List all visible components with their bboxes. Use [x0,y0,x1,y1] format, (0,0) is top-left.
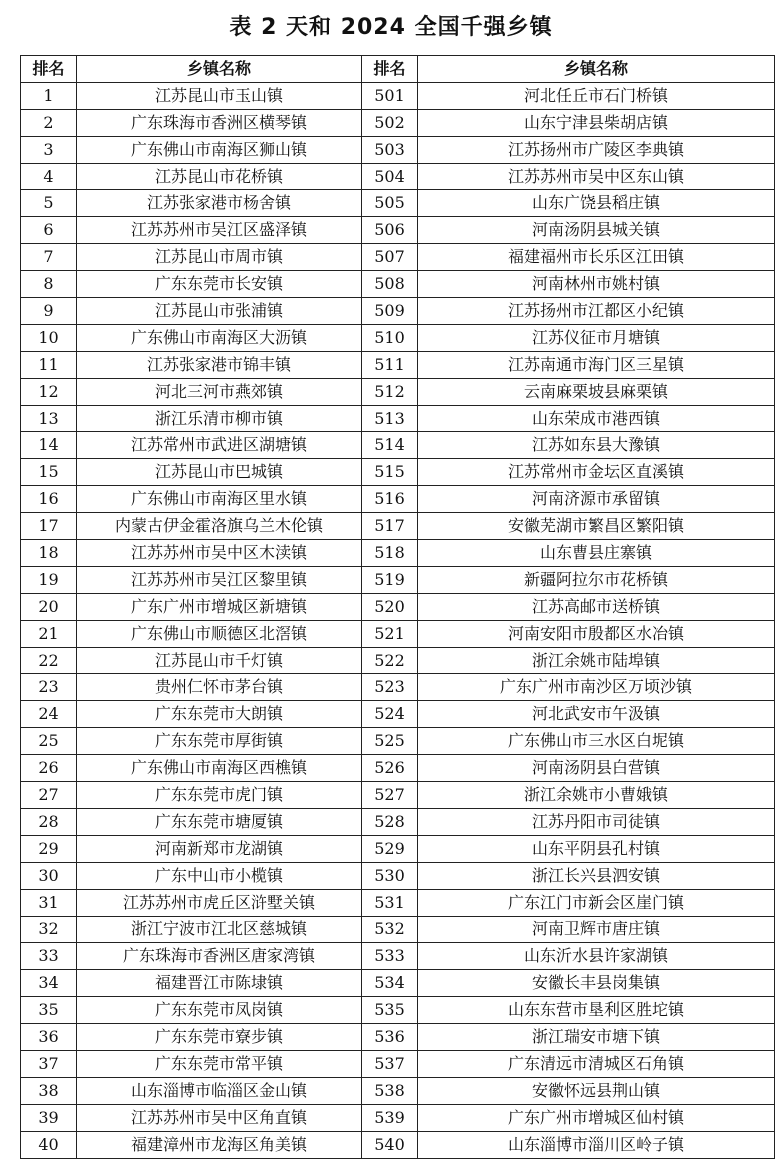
town-name-cell-right: 广东佛山市三水区白坭镇 [418,728,775,755]
town-name-cell-left: 福建漳州市龙海区角美镇 [77,1131,362,1158]
town-name-cell-left: 浙江乐清市柳市镇 [77,405,362,432]
town-name-cell-left: 江苏苏州市吴江区盛泽镇 [77,217,362,244]
rank-cell-right: 537 [362,1050,418,1077]
rank-cell-left: 29 [21,835,77,862]
rank-cell-left: 25 [21,728,77,755]
rank-cell-right: 516 [362,486,418,513]
rank-cell-left: 33 [21,943,77,970]
table-row [21,701,775,728]
rank-cell-left: 19 [21,566,77,593]
table-row [21,997,775,1024]
rank-cell-right: 504 [362,163,418,190]
rank-cell-left: 1 [21,82,77,109]
town-name-cell-left: 浙江宁波市江北区慈城镇 [77,916,362,943]
rank-cell-right: 540 [362,1131,418,1158]
town-name-cell-right: 河北武安市午汲镇 [418,701,775,728]
town-name-cell-left: 广东东莞市寮步镇 [77,1024,362,1051]
town-name-cell-right: 新疆阿拉尔市花桥镇 [418,566,775,593]
town-name-cell-left: 江苏苏州市虎丘区浒墅关镇 [77,889,362,916]
rank-cell-right: 515 [362,459,418,486]
table-row [21,298,775,325]
rank-cell-right: 502 [362,109,418,136]
town-name-cell-right: 福建福州市长乐区江田镇 [418,244,775,271]
rank-cell-right: 536 [362,1024,418,1051]
town-name-cell-right: 江苏仪征市月塘镇 [418,324,775,351]
table-row [21,271,775,298]
town-name-cell-left: 江苏张家港市杨舍镇 [77,190,362,217]
rank-cell-right: 518 [362,540,418,567]
town-name-cell-right: 广东江门市新会区崖门镇 [418,889,775,916]
town-name-cell-left: 广东广州市增城区新塘镇 [77,593,362,620]
header-name-right: 乡镇名称 [418,56,775,83]
town-name-cell-left: 贵州仁怀市茅台镇 [77,674,362,701]
rank-cell-right: 505 [362,190,418,217]
rank-cell-right: 533 [362,943,418,970]
town-name-cell-right: 河南安阳市殷都区水冶镇 [418,620,775,647]
rank-cell-left: 30 [21,862,77,889]
table-row [21,593,775,620]
rank-cell-right: 530 [362,862,418,889]
table-row [21,647,775,674]
rank-cell-left: 14 [21,432,77,459]
town-name-cell-right: 云南麻栗坡县麻栗镇 [418,378,775,405]
table-row [21,1024,775,1051]
town-name-cell-left: 江苏昆山市玉山镇 [77,82,362,109]
rank-cell-left: 13 [21,405,77,432]
town-name-cell-right: 浙江长兴县泗安镇 [418,862,775,889]
town-name-cell-left: 江苏苏州市吴中区角直镇 [77,1104,362,1131]
table-row [21,217,775,244]
town-name-cell-right: 山东曹县庄寨镇 [418,540,775,567]
table-row [21,1050,775,1077]
table-row [21,782,775,809]
rank-cell-right: 520 [362,593,418,620]
rank-cell-left: 8 [21,271,77,298]
rank-cell-right: 506 [362,217,418,244]
town-name-cell-left: 广东东莞市大朗镇 [77,701,362,728]
town-name-cell-right: 广东清远市清城区石角镇 [418,1050,775,1077]
town-name-cell-right: 山东东营市垦利区胜坨镇 [418,997,775,1024]
table-row [21,405,775,432]
table-row [21,378,775,405]
table-row [21,324,775,351]
header-rank-right: 排名 [362,56,418,83]
rank-cell-right: 519 [362,566,418,593]
rank-cell-left: 40 [21,1131,77,1158]
town-name-cell-right: 安徽芜湖市繁昌区繁阳镇 [418,513,775,540]
rank-cell-right: 538 [362,1077,418,1104]
rank-cell-left: 27 [21,782,77,809]
rank-cell-right: 509 [362,298,418,325]
rank-cell-right: 527 [362,782,418,809]
table-row [21,755,775,782]
table-row [21,1077,775,1104]
town-name-cell-right: 江苏如东县大豫镇 [418,432,775,459]
rank-cell-left: 9 [21,298,77,325]
table-row [21,620,775,647]
rank-cell-left: 11 [21,351,77,378]
rank-cell-left: 2 [21,109,77,136]
town-name-cell-left: 广东佛山市南海区狮山镇 [77,136,362,163]
town-name-cell-right: 浙江瑞安市塘下镇 [418,1024,775,1051]
table-body [21,82,775,1158]
town-name-cell-left: 内蒙古伊金霍洛旗乌兰木伦镇 [77,513,362,540]
rank-cell-right: 526 [362,755,418,782]
town-name-cell-left: 广东东莞市凤岗镇 [77,997,362,1024]
rank-cell-right: 508 [362,271,418,298]
town-name-cell-right: 江苏扬州市广陵区李典镇 [418,136,775,163]
rank-cell-right: 532 [362,916,418,943]
town-name-cell-right: 山东淄博市淄川区岭子镇 [418,1131,775,1158]
table-row [21,808,775,835]
table-row [21,486,775,513]
rank-cell-left: 36 [21,1024,77,1051]
town-name-cell-right: 河南卫辉市唐庄镇 [418,916,775,943]
town-name-cell-left: 广东东莞市虎门镇 [77,782,362,809]
table-row [21,432,775,459]
rank-cell-left: 12 [21,378,77,405]
table-row [21,82,775,109]
town-name-cell-right: 广东广州市南沙区万顷沙镇 [418,674,775,701]
rank-cell-left: 4 [21,163,77,190]
table-row [21,459,775,486]
town-name-cell-left: 广东珠海市香洲区横琴镇 [77,109,362,136]
rank-cell-right: 510 [362,324,418,351]
rank-cell-left: 18 [21,540,77,567]
town-name-cell-left: 河北三河市燕郊镇 [77,378,362,405]
table-row [21,970,775,997]
town-name-cell-right: 安徽长丰县岗集镇 [418,970,775,997]
town-name-cell-left: 江苏昆山市周市镇 [77,244,362,271]
rank-cell-right: 535 [362,997,418,1024]
town-name-cell-left: 江苏昆山市千灯镇 [77,647,362,674]
rank-cell-left: 31 [21,889,77,916]
table-row [21,566,775,593]
town-name-cell-right: 安徽怀远县荆山镇 [418,1077,775,1104]
town-name-cell-right: 山东沂水县许家湖镇 [418,943,775,970]
rank-cell-left: 26 [21,755,77,782]
rank-cell-left: 15 [21,459,77,486]
table-row [21,889,775,916]
town-name-cell-left: 山东淄博市临淄区金山镇 [77,1077,362,1104]
rank-cell-left: 20 [21,593,77,620]
rank-cell-right: 534 [362,970,418,997]
rank-cell-left: 21 [21,620,77,647]
town-name-cell-right: 河南汤阴县城关镇 [418,217,775,244]
rank-cell-left: 6 [21,217,77,244]
town-name-cell-right: 江苏扬州市江都区小纪镇 [418,298,775,325]
town-name-cell-left: 广东东莞市长安镇 [77,271,362,298]
town-name-cell-right: 浙江余姚市陆埠镇 [418,647,775,674]
table-row [21,835,775,862]
table-row [21,540,775,567]
town-name-cell-left: 江苏苏州市吴中区木渎镇 [77,540,362,567]
rank-cell-right: 524 [362,701,418,728]
town-name-cell-left: 广东中山市小榄镇 [77,862,362,889]
rank-cell-left: 16 [21,486,77,513]
ranking-table [20,55,775,1159]
rank-cell-right: 521 [362,620,418,647]
rank-cell-right: 522 [362,647,418,674]
rank-cell-right: 525 [362,728,418,755]
header-row [21,56,775,83]
town-name-cell-right: 江苏丹阳市司徒镇 [418,808,775,835]
table-row [21,513,775,540]
table-row [21,351,775,378]
town-name-cell-left: 广东珠海市香洲区唐家湾镇 [77,943,362,970]
town-name-cell-right: 江苏苏州市吴中区东山镇 [418,163,775,190]
rank-cell-right: 531 [362,889,418,916]
table-row [21,244,775,271]
rank-cell-right: 501 [362,82,418,109]
town-name-cell-right: 江苏常州市金坛区直溪镇 [418,459,775,486]
town-name-cell-left: 江苏昆山市花桥镇 [77,163,362,190]
rank-cell-right: 517 [362,513,418,540]
rank-cell-left: 32 [21,916,77,943]
table-row [21,1104,775,1131]
town-name-cell-left: 广东东莞市常平镇 [77,1050,362,1077]
town-name-cell-left: 河南新郑市龙湖镇 [77,835,362,862]
table-row [21,136,775,163]
rank-cell-left: 22 [21,647,77,674]
rank-cell-left: 5 [21,190,77,217]
rank-cell-left: 39 [21,1104,77,1131]
town-name-cell-right: 河北任丘市石门桥镇 [418,82,775,109]
town-name-cell-left: 江苏苏州市吴江区黎里镇 [77,566,362,593]
rank-cell-right: 528 [362,808,418,835]
rank-cell-left: 10 [21,324,77,351]
town-name-cell-right: 山东广饶县稻庄镇 [418,190,775,217]
rank-cell-left: 3 [21,136,77,163]
town-name-cell-right: 河南济源市承留镇 [418,486,775,513]
town-name-cell-left: 江苏张家港市锦丰镇 [77,351,362,378]
rank-cell-right: 503 [362,136,418,163]
table-row [21,943,775,970]
town-name-cell-left: 广东东莞市厚街镇 [77,728,362,755]
rank-cell-left: 37 [21,1050,77,1077]
table-title: 表 2 天和 2024 全国千强乡镇 [229,15,553,40]
town-name-cell-right: 江苏南通市海门区三星镇 [418,351,775,378]
rank-cell-left: 17 [21,513,77,540]
town-name-cell-right: 浙江余姚市小曹娥镇 [418,782,775,809]
town-name-cell-right: 江苏高邮市送桥镇 [418,593,775,620]
town-name-cell-left: 江苏常州市武进区湖塘镇 [77,432,362,459]
rank-cell-left: 28 [21,808,77,835]
table-row [21,916,775,943]
town-name-cell-left: 广东东莞市塘厦镇 [77,808,362,835]
rank-cell-right: 513 [362,405,418,432]
rank-cell-left: 7 [21,244,77,271]
rank-cell-right: 514 [362,432,418,459]
rank-cell-right: 539 [362,1104,418,1131]
town-name-cell-right: 山东宁津县柴胡店镇 [418,109,775,136]
town-name-cell-left: 广东佛山市南海区西樵镇 [77,755,362,782]
table-row [21,190,775,217]
rank-cell-left: 38 [21,1077,77,1104]
town-name-cell-left: 广东佛山市顺德区北滘镇 [77,620,362,647]
town-name-cell-left: 广东佛山市南海区大沥镇 [77,324,362,351]
town-name-cell-left: 广东佛山市南海区里水镇 [77,486,362,513]
rank-cell-right: 523 [362,674,418,701]
header-name-left: 乡镇名称 [77,56,362,83]
town-name-cell-left: 江苏昆山市张浦镇 [77,298,362,325]
table-row [21,728,775,755]
table-row [21,163,775,190]
table-row [21,862,775,889]
town-name-cell-left: 江苏昆山市巴城镇 [77,459,362,486]
table-row [21,1131,775,1158]
rank-cell-left: 24 [21,701,77,728]
rank-cell-left: 23 [21,674,77,701]
town-name-cell-right: 山东荣成市港西镇 [418,405,775,432]
rank-cell-right: 529 [362,835,418,862]
rank-cell-left: 35 [21,997,77,1024]
town-name-cell-right: 河南林州市姚村镇 [418,271,775,298]
town-name-cell-right: 广东广州市增城区仙村镇 [418,1104,775,1131]
table-row [21,674,775,701]
town-name-cell-left: 福建晋江市陈埭镇 [77,970,362,997]
town-name-cell-right: 山东平阴县孔村镇 [418,835,775,862]
table-row [21,109,775,136]
rank-cell-left: 34 [21,970,77,997]
rank-cell-right: 512 [362,378,418,405]
rank-cell-right: 511 [362,351,418,378]
header-rank-left: 排名 [21,56,77,83]
town-name-cell-right: 河南汤阴县白营镇 [418,755,775,782]
rank-cell-right: 507 [362,244,418,271]
